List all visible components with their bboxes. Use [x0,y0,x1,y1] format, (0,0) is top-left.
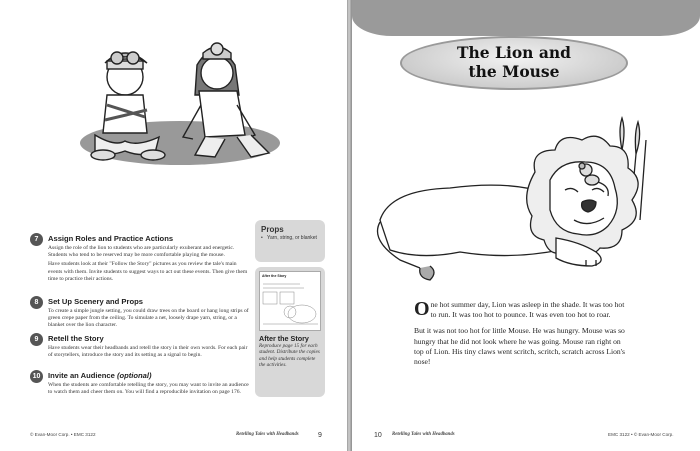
step-number: 9 [30,333,43,346]
step-title: Assign Roles and Practice Actions [48,234,174,243]
lion-and-mouse-illustration [360,110,690,290]
step-number: 7 [30,233,43,246]
step-title: Invite an Audience (optional) [48,371,152,380]
step-title: Retell the Story [48,334,104,343]
story-paragraph-1: One hot summer day, Lion was asleep in the shade. It was too hot to run. It was too hot to pounce. It was even too hot to roar. [414,298,625,320]
step-text: To create a simple jungle setting, you could draw trees on the board or hang long strips of green crepe paper from the ceiling. To simulate a net, loosely drape yarn, string, or a blanket over the lion character. [48,308,249,329]
right-footer-copyright: EMC 3122 • © Evan-Moor Corp. [608,432,674,437]
props-sidebar [255,220,325,262]
step-number: 8 [30,296,43,309]
step-title: Set Up Scenery and Props [48,297,143,306]
props-text: • Yarn, string, or blanket [261,235,319,241]
title-banner [400,36,628,90]
props-title: Props [261,225,284,234]
worksheet-drawing [260,280,321,330]
right-page [352,0,700,451]
children-headbands-illustration [55,25,295,205]
story-text [414,300,626,373]
step-7 [30,233,250,285]
after-story-text: Reproduce page 15 for each student. Distribute the copies and help students complete the activities. [259,343,320,369]
right-page-number: 10 [374,432,382,439]
right-footer-title: Retelling Tales with Headbands [392,432,455,437]
drop-cap: O [414,298,430,320]
step-text: Have students wear their headbands and retell the story in their own words. For each pair of storytellers, introduce the story and its setting as a signal to begin. [48,345,248,359]
worksheet-thumbnail [259,271,321,331]
thumb-heading: After the Story [262,274,287,278]
left-page [0,0,347,451]
step-text: Assign the role of the lion to students who are particularly exuberant and energetic. Students who tend to be reserved may be more comfortable playing the mouse. Have students look at their "Follow the Story" pictures as you review the tale's main events with them. Invite students to suggest ways to act out these events. Then give them time to practice their actions. [48,245,248,282]
left-page-number: 9 [318,432,322,439]
story-paragraph-2: But it was not too hot for little Mouse. He was hungry. Mouse was so hungry that he did not look where he was going. Mouse ran right on top of Lion. His tiny claws went scritch, scritch, scratch across Lion's nose! [414,326,625,367]
after-story-title: After the Story [259,334,309,343]
left-footer-title: Retelling Tales with Headbands [236,432,299,437]
step-9 [30,333,250,361]
step-text: When the students are comfortable retelling the story, you may want to invite an audience to watch them and cheer them on. You will find a reproducible invitation on page 176. [48,382,249,396]
left-footer-copyright: © Evan-Moor Corp. • EMC 3122 [30,432,96,437]
after-story-sidebar [255,267,325,397]
step-8 [30,296,250,332]
header-band [352,0,700,36]
step-10 [30,370,250,398]
story-title: The Lion and the Mouse [456,43,571,81]
step-number: 10 [30,370,43,383]
